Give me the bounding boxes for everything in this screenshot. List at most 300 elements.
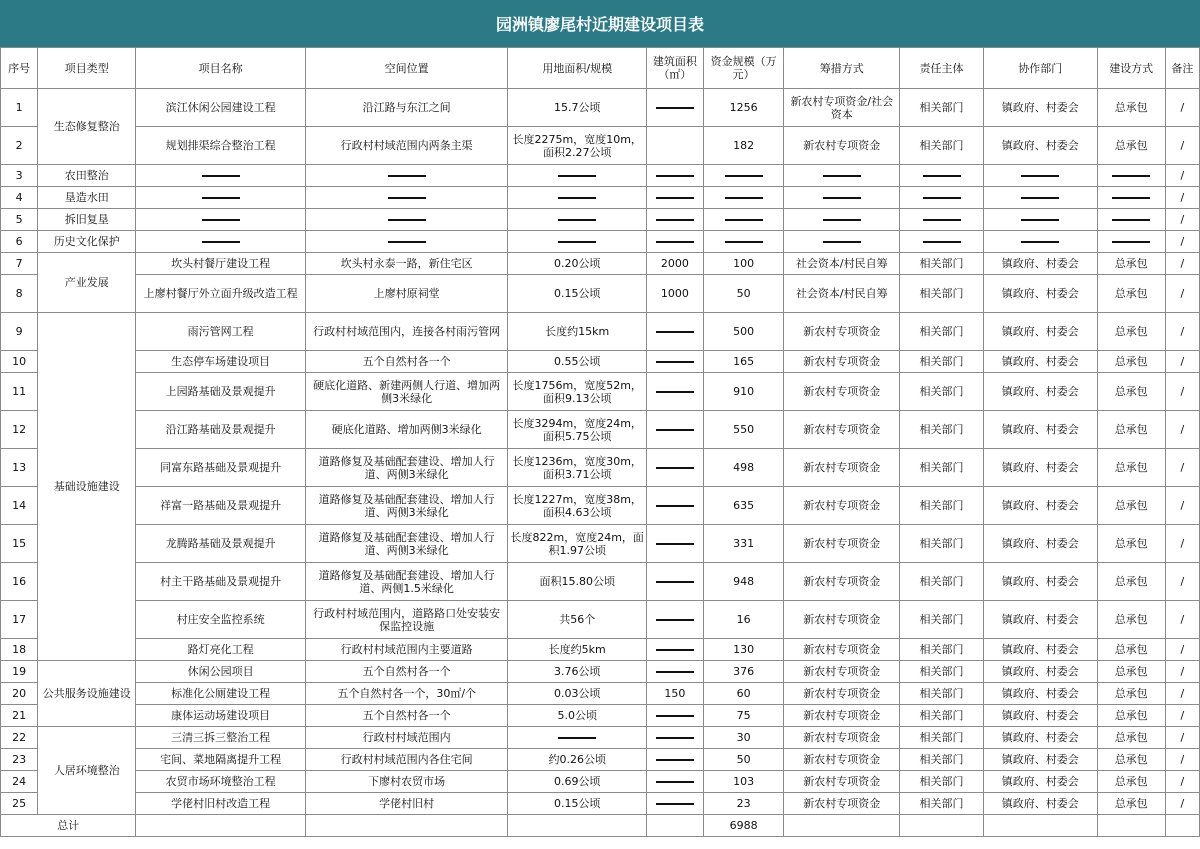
cell-note: / [1165, 563, 1199, 601]
cell-coop: 镇政府、村委会 [983, 525, 1097, 563]
cell-method: 总承包 [1097, 351, 1165, 373]
dash-mark [558, 219, 596, 221]
cell-coop: 镇政府、村委会 [983, 351, 1097, 373]
cell-area: 长度2275m，宽度10m，面积2.27公顷 [508, 127, 647, 165]
cell-build: 150 [646, 683, 703, 705]
dash-mark [202, 197, 240, 199]
cell-area: 0.55公顷 [508, 351, 647, 373]
table-row [1, 771, 1200, 793]
dash-mark [558, 197, 596, 199]
cell-coop [983, 231, 1097, 253]
table-cell [1165, 815, 1199, 837]
cell-name [136, 209, 306, 231]
table-cell [508, 815, 647, 837]
cell-method: 总承包 [1097, 253, 1165, 275]
cell-note: / [1165, 127, 1199, 165]
dash-mark [388, 175, 426, 177]
dash-mark [1112, 197, 1150, 199]
cell-resp: 相关部门 [900, 661, 984, 683]
dash-mark [656, 467, 694, 469]
cell-resp: 相关部门 [900, 89, 984, 127]
cell-build [646, 231, 703, 253]
cell-method: 总承包 [1097, 661, 1165, 683]
header-cell: 责任主体 [900, 48, 984, 89]
dash-mark [823, 175, 861, 177]
cell-name: 祥富一路基础及景观提升 [136, 487, 306, 525]
cell-fund [703, 187, 784, 209]
table-cell [1097, 815, 1165, 837]
dash-mark [656, 781, 694, 783]
cell-loc [305, 209, 508, 231]
project-type: 产业发展 [38, 253, 136, 313]
cell-resp: 相关部门 [900, 749, 984, 771]
cell-area [508, 231, 647, 253]
cell-name: 同富东路基础及景观提升 [136, 449, 306, 487]
cell-area [508, 187, 647, 209]
row-number: 4 [1, 187, 38, 209]
row-number: 6 [1, 231, 38, 253]
row-number: 19 [1, 661, 38, 683]
cell-fund [703, 231, 784, 253]
cell-finance: 新农村专项资金/社会资本 [784, 89, 900, 127]
cell-resp: 相关部门 [900, 313, 984, 351]
table-cell [646, 815, 703, 837]
cell-loc: 道路修复及基础配套建设、增加人行道、两侧1.5米绿化 [305, 563, 508, 601]
cell-coop: 镇政府、村委会 [983, 127, 1097, 165]
cell-area: 长度约5km [508, 639, 647, 661]
cell-note: / [1165, 749, 1199, 771]
cell-loc: 硬底化道路、新建两侧人行道、增加两侧3米绿化 [305, 373, 508, 411]
cell-area: 长度3294m，宽度24m，面积5.75公顷 [508, 411, 647, 449]
cell-coop: 镇政府、村委会 [983, 639, 1097, 661]
cell-name: 宅间、菜地隔离提升工程 [136, 749, 306, 771]
dash-mark [725, 219, 763, 221]
cell-coop: 镇政府、村委会 [983, 89, 1097, 127]
cell-fund: 130 [703, 639, 784, 661]
cell-fund: 60 [703, 683, 784, 705]
cell-name: 沿江路基础及景观提升 [136, 411, 306, 449]
cell-area: 约0.26公顷 [508, 749, 647, 771]
cell-method: 总承包 [1097, 449, 1165, 487]
total-row [1, 815, 1200, 837]
cell-area: 5.0公顷 [508, 705, 647, 727]
cell-area: 0.69公顷 [508, 771, 647, 793]
header-cell: 空间位置 [305, 48, 508, 89]
table-row [1, 209, 1200, 231]
table-cell [983, 815, 1097, 837]
table-row [1, 705, 1200, 727]
table-row [1, 563, 1200, 601]
cell-fund: 30 [703, 727, 784, 749]
cell-resp: 相关部门 [900, 411, 984, 449]
dash-mark [725, 241, 763, 243]
dash-mark [656, 737, 694, 739]
cell-build [646, 313, 703, 351]
cell-area: 长度822m，宽度24m，面积1.97公顷 [508, 525, 647, 563]
dash-mark [558, 241, 596, 243]
table-row [1, 727, 1200, 749]
dash-mark [656, 759, 694, 761]
table-cell [900, 815, 984, 837]
dash-mark [656, 505, 694, 507]
cell-resp: 相关部门 [900, 793, 984, 815]
cell-build [646, 127, 703, 165]
cell-build: 1000 [646, 275, 703, 313]
dash-mark [823, 241, 861, 243]
cell-coop: 镇政府、村委会 [983, 275, 1097, 313]
cell-note: / [1165, 661, 1199, 683]
cell-loc: 学佬村旧村 [305, 793, 508, 815]
cell-finance: 新农村专项资金 [784, 727, 900, 749]
table-row [1, 525, 1200, 563]
cell-build [646, 793, 703, 815]
header-cell: 用地面积/规模 [508, 48, 647, 89]
cell-name: 坎头村餐厅建设工程 [136, 253, 306, 275]
cell-method: 总承包 [1097, 313, 1165, 351]
cell-coop: 镇政府、村委会 [983, 683, 1097, 705]
cell-loc: 五个自然村各一个，30㎡/个 [305, 683, 508, 705]
row-number: 23 [1, 749, 38, 771]
cell-finance: 新农村专项资金 [784, 793, 900, 815]
table-row [1, 165, 1200, 187]
dash-mark [1021, 175, 1059, 177]
dash-mark [656, 543, 694, 545]
cell-fund: 1256 [703, 89, 784, 127]
cell-loc: 行政村村域范围内，连接各村雨污管网 [305, 313, 508, 351]
dash-mark [1021, 197, 1059, 199]
cell-coop: 镇政府、村委会 [983, 793, 1097, 815]
cell-resp: 相关部门 [900, 487, 984, 525]
cell-fund: 331 [703, 525, 784, 563]
cell-note: / [1165, 683, 1199, 705]
cell-finance: 新农村专项资金 [784, 487, 900, 525]
cell-loc [305, 231, 508, 253]
cell-coop: 镇政府、村委会 [983, 253, 1097, 275]
cell-area [508, 727, 647, 749]
header-cell: 资金规模（万元） [703, 48, 784, 89]
cell-resp: 相关部门 [900, 683, 984, 705]
cell-finance [784, 187, 900, 209]
cell-loc: 硬底化道路、增加两侧3米绿化 [305, 411, 508, 449]
cell-fund: 550 [703, 411, 784, 449]
cell-build [646, 351, 703, 373]
header-cell: 备注 [1165, 48, 1199, 89]
row-number: 14 [1, 487, 38, 525]
cell-name [136, 165, 306, 187]
cell-note: / [1165, 793, 1199, 815]
cell-coop: 镇政府、村委会 [983, 487, 1097, 525]
dash-mark [656, 391, 694, 393]
cell-loc: 上廖村原祠堂 [305, 275, 508, 313]
table-row [1, 89, 1200, 127]
table-row [1, 127, 1200, 165]
cell-fund: 103 [703, 771, 784, 793]
cell-coop [983, 165, 1097, 187]
dash-mark [202, 241, 240, 243]
cell-coop: 镇政府、村委会 [983, 313, 1097, 351]
cell-note: / [1165, 411, 1199, 449]
cell-note: / [1165, 89, 1199, 127]
cell-note: / [1165, 231, 1199, 253]
cell-build [646, 373, 703, 411]
row-number: 16 [1, 563, 38, 601]
cell-name: 村主干路基础及景观提升 [136, 563, 306, 601]
project-type: 基础设施建设 [38, 313, 136, 661]
cell-finance: 新农村专项资金 [784, 411, 900, 449]
cell-fund: 910 [703, 373, 784, 411]
table-row [1, 313, 1200, 351]
cell-build [646, 89, 703, 127]
cell-coop: 镇政府、村委会 [983, 601, 1097, 639]
row-number: 24 [1, 771, 38, 793]
cell-name: 雨污管网工程 [136, 313, 306, 351]
cell-loc [305, 165, 508, 187]
row-number: 13 [1, 449, 38, 487]
cell-resp [900, 165, 984, 187]
cell-build [646, 165, 703, 187]
cell-resp: 相关部门 [900, 727, 984, 749]
header-cell: 建设方式 [1097, 48, 1165, 89]
cell-resp: 相关部门 [900, 525, 984, 563]
cell-build [646, 563, 703, 601]
cell-resp: 相关部门 [900, 705, 984, 727]
cell-build [646, 487, 703, 525]
cell-resp: 相关部门 [900, 351, 984, 373]
cell-coop: 镇政府、村委会 [983, 749, 1097, 771]
cell-fund: 376 [703, 661, 784, 683]
cell-method: 总承包 [1097, 563, 1165, 601]
cell-resp: 相关部门 [900, 275, 984, 313]
cell-build [646, 771, 703, 793]
cell-note: / [1165, 639, 1199, 661]
table-cell [305, 815, 508, 837]
cell-method: 总承包 [1097, 411, 1165, 449]
cell-loc: 行政村村域范围内各住宅间 [305, 749, 508, 771]
cell-fund: 75 [703, 705, 784, 727]
cell-finance: 新农村专项资金 [784, 749, 900, 771]
header-cell: 建筑面积（㎡） [646, 48, 703, 89]
row-number: 21 [1, 705, 38, 727]
cell-area: 长度约15km [508, 313, 647, 351]
row-number: 8 [1, 275, 38, 313]
cell-coop: 镇政府、村委会 [983, 563, 1097, 601]
cell-finance: 新农村专项资金 [784, 683, 900, 705]
cell-note: / [1165, 525, 1199, 563]
cell-method [1097, 165, 1165, 187]
cell-loc: 五个自然村各一个 [305, 705, 508, 727]
total-label: 总计 [1, 815, 136, 837]
cell-name: 三清三拆三整治工程 [136, 727, 306, 749]
cell-build: 2000 [646, 253, 703, 275]
cell-name: 休闲公园项目 [136, 661, 306, 683]
row-number: 11 [1, 373, 38, 411]
cell-name: 规划排渠综合整治工程 [136, 127, 306, 165]
cell-note: / [1165, 253, 1199, 275]
cell-resp: 相关部门 [900, 449, 984, 487]
cell-build [646, 705, 703, 727]
cell-loc: 五个自然村各一个 [305, 661, 508, 683]
cell-build [646, 209, 703, 231]
cell-coop: 镇政府、村委会 [983, 705, 1097, 727]
cell-build [646, 727, 703, 749]
cell-note: / [1165, 601, 1199, 639]
cell-finance: 新农村专项资金 [784, 313, 900, 351]
cell-coop: 镇政府、村委会 [983, 449, 1097, 487]
cell-loc: 行政村村域范围内 [305, 727, 508, 749]
cell-loc [305, 187, 508, 209]
cell-fund: 500 [703, 313, 784, 351]
cell-build [646, 525, 703, 563]
cell-name: 生态停车场建设项目 [136, 351, 306, 373]
row-number: 25 [1, 793, 38, 815]
cell-method: 总承包 [1097, 601, 1165, 639]
cell-name: 康体运动场建设项目 [136, 705, 306, 727]
dash-mark [656, 241, 694, 243]
dash-mark [656, 361, 694, 363]
dash-mark [823, 197, 861, 199]
project-table [0, 47, 1200, 837]
cell-fund [703, 209, 784, 231]
project-type: 垦造水田 [38, 187, 136, 209]
cell-finance: 新农村专项资金 [784, 771, 900, 793]
cell-method: 总承包 [1097, 275, 1165, 313]
cell-area: 长度1236m，宽度30m，面积3.71公顷 [508, 449, 647, 487]
dash-mark [656, 197, 694, 199]
cell-area: 3.76公顷 [508, 661, 647, 683]
row-number: 15 [1, 525, 38, 563]
cell-coop: 镇政府、村委会 [983, 373, 1097, 411]
table-row [1, 231, 1200, 253]
cell-build [646, 639, 703, 661]
row-number: 10 [1, 351, 38, 373]
project-type: 生态修复整治 [38, 89, 136, 165]
header-cell: 筹措方式 [784, 48, 900, 89]
cell-name: 路灯亮化工程 [136, 639, 306, 661]
cell-method: 总承包 [1097, 771, 1165, 793]
cell-fund: 165 [703, 351, 784, 373]
cell-loc: 行政村村域范围内两条主渠 [305, 127, 508, 165]
header-cell: 项目类型 [38, 48, 136, 89]
project-type: 公共服务设施建设 [38, 661, 136, 727]
cell-resp: 相关部门 [900, 601, 984, 639]
cell-note: / [1165, 209, 1199, 231]
cell-method [1097, 231, 1165, 253]
cell-name [136, 187, 306, 209]
row-number: 1 [1, 89, 38, 127]
dash-mark [558, 737, 596, 739]
dash-mark [923, 241, 961, 243]
project-type: 人居环境整治 [38, 727, 136, 815]
cell-method: 总承包 [1097, 639, 1165, 661]
dash-mark [388, 241, 426, 243]
dash-mark [1021, 241, 1059, 243]
cell-method: 总承包 [1097, 127, 1165, 165]
cell-resp: 相关部门 [900, 771, 984, 793]
cell-fund: 948 [703, 563, 784, 601]
dash-mark [725, 175, 763, 177]
row-number: 9 [1, 313, 38, 351]
cell-area: 0.03公顷 [508, 683, 647, 705]
cell-note: / [1165, 351, 1199, 373]
dash-mark [202, 219, 240, 221]
cell-finance: 新农村专项资金 [784, 373, 900, 411]
cell-fund: 16 [703, 601, 784, 639]
cell-finance: 新农村专项资金 [784, 127, 900, 165]
cell-method: 总承包 [1097, 727, 1165, 749]
cell-method [1097, 187, 1165, 209]
cell-resp: 相关部门 [900, 253, 984, 275]
dash-mark [656, 649, 694, 651]
dash-mark [923, 175, 961, 177]
dash-mark [823, 219, 861, 221]
cell-finance: 新农村专项资金 [784, 449, 900, 487]
cell-area: 长度1756m，宽度52m，面积9.13公顷 [508, 373, 647, 411]
cell-resp [900, 231, 984, 253]
cell-note: / [1165, 373, 1199, 411]
dash-mark [558, 175, 596, 177]
header-cell: 协作部门 [983, 48, 1097, 89]
cell-build [646, 449, 703, 487]
cell-note: / [1165, 165, 1199, 187]
cell-area [508, 209, 647, 231]
dash-mark [1112, 241, 1150, 243]
cell-finance [784, 165, 900, 187]
dash-mark [1021, 219, 1059, 221]
cell-note: / [1165, 275, 1199, 313]
table-row [1, 449, 1200, 487]
dash-mark [656, 429, 694, 431]
cell-note: / [1165, 187, 1199, 209]
dash-mark [388, 219, 426, 221]
cell-finance: 新农村专项资金 [784, 661, 900, 683]
cell-name: 标准化公厕建设工程 [136, 683, 306, 705]
cell-area [508, 165, 647, 187]
cell-name: 村庄安全监控系统 [136, 601, 306, 639]
cell-fund: 50 [703, 275, 784, 313]
cell-finance: 新农村专项资金 [784, 601, 900, 639]
cell-coop [983, 187, 1097, 209]
row-number: 17 [1, 601, 38, 639]
cell-name: 农贸市场环境整治工程 [136, 771, 306, 793]
cell-fund: 50 [703, 749, 784, 771]
cell-loc: 道路修复及基础配套建设、增加人行道、两侧3米绿化 [305, 525, 508, 563]
cell-method: 总承包 [1097, 487, 1165, 525]
cell-note: / [1165, 727, 1199, 749]
cell-fund: 635 [703, 487, 784, 525]
cell-resp [900, 187, 984, 209]
cell-area: 15.7公顷 [508, 89, 647, 127]
table-title: 园洲镇廖尾村近期建设项目表 [0, 0, 1200, 47]
cell-finance: 社会资本/村民自筹 [784, 275, 900, 313]
cell-finance: 新农村专项资金 [784, 563, 900, 601]
cell-coop: 镇政府、村委会 [983, 727, 1097, 749]
cell-finance [784, 209, 900, 231]
row-number: 18 [1, 639, 38, 661]
dash-mark [656, 715, 694, 717]
dash-mark [656, 803, 694, 805]
cell-fund: 182 [703, 127, 784, 165]
table-row [1, 275, 1200, 313]
cell-resp: 相关部门 [900, 373, 984, 411]
row-number: 22 [1, 727, 38, 749]
cell-name: 学佬村旧村改造工程 [136, 793, 306, 815]
cell-name: 滨江休闲公园建设工程 [136, 89, 306, 127]
total-fund: 6988 [703, 815, 784, 837]
table-row [1, 601, 1200, 639]
cell-coop: 镇政府、村委会 [983, 411, 1097, 449]
cell-fund: 498 [703, 449, 784, 487]
cell-note: / [1165, 313, 1199, 351]
